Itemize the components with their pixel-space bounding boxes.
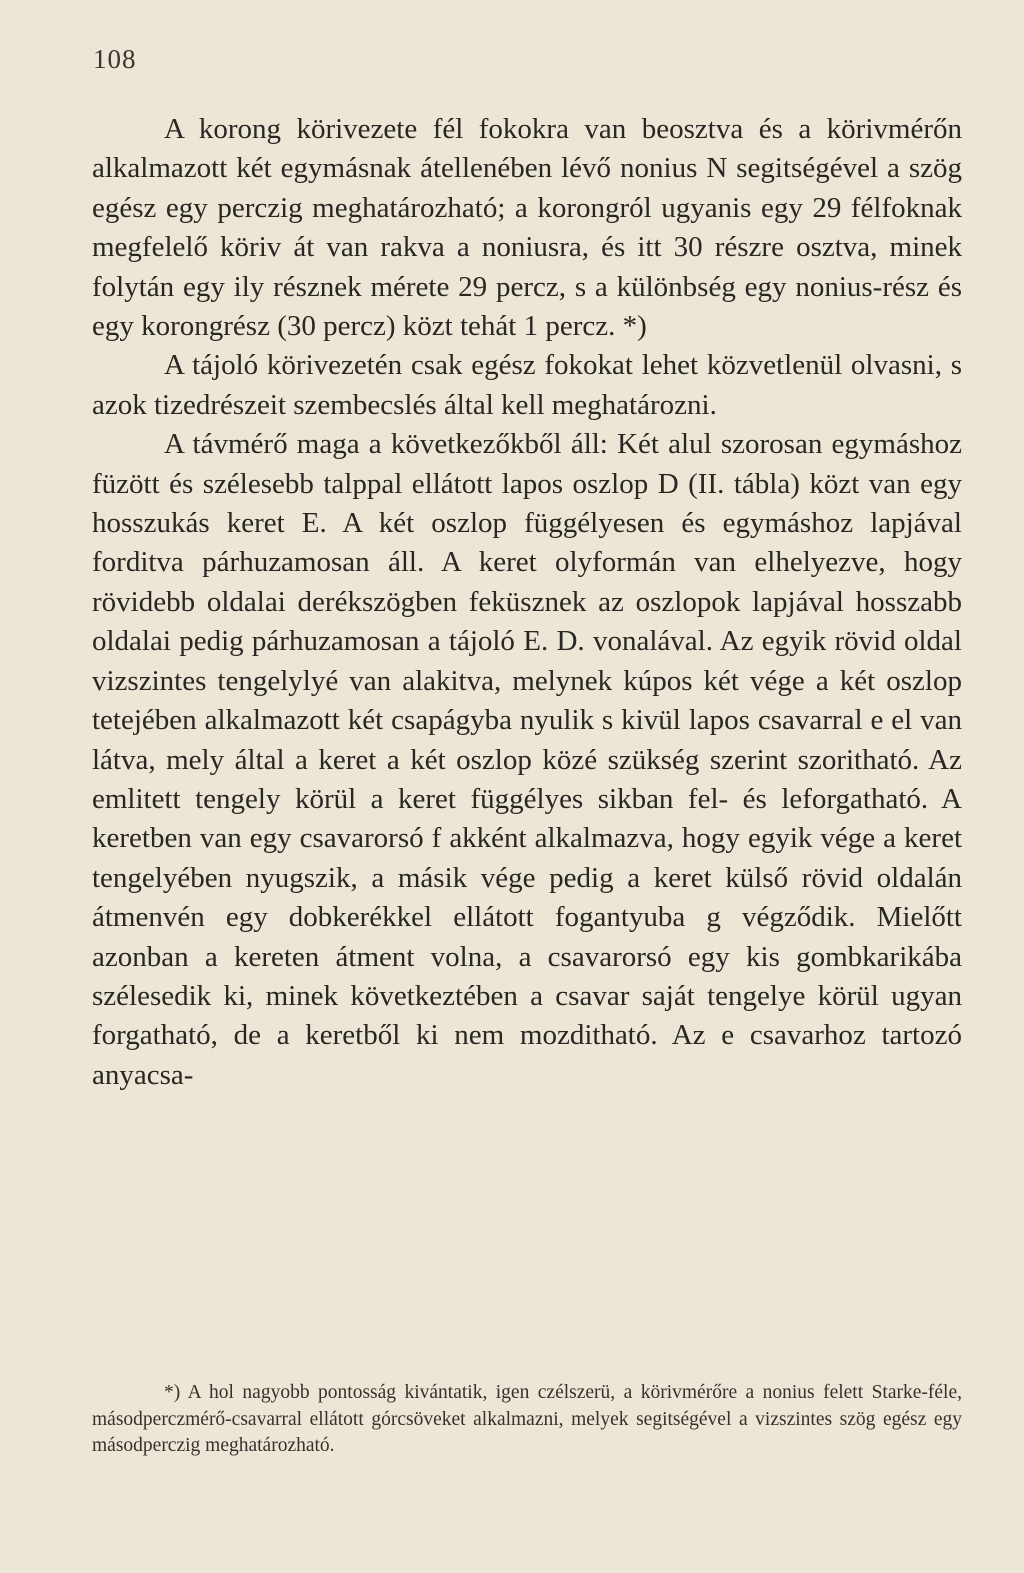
footnote bbox=[92, 1380, 962, 1460]
footnote-text: *) A hol nagyobb pontosság kivántatik, igen czélszerü, a körivmérőre a nonius felett Starke-féle, másodperczmérő-csavarral ellátott górcsöveket alkalmazni, melyek segitségével a vizszintes szög egész egy másodperczig meghatározható. bbox=[92, 1382, 962, 1456]
paragraph-korong-korivezete: A korong körivezete fél fokokra van beosztva és a körivmérőn alkalmazott két egymásnak átellenében lévő nonius N segitségével a szög egész egy perczig meghatározható; a korongról ugyanis egy 29 félfoknak megfelelő köriv át van rakva a noniusra, és itt 30 részre osztva, minek folytán egy ily résznek mérete 29 percz, s a különbség egy nonius-rész és egy korongrész (30 percz) közt tehát 1 percz. *) bbox=[92, 113, 962, 343]
paragraph-tavmero-leirasa: A távmérő maga a következőkből áll: Két alul szorosan egymáshoz füzött és szélesebb talppal ellátott lapos oszlop D (II. tábla) közt van egy hosszukás keret E. A két oszlop függélyesen és egymáshoz lapjával forditva párhuzamosan áll. A keret olyformán van elhelyezve, hogy rövidebb oldalai derékszögben feküsznek az oszlopok lapjával hosszabb oldalai pedig párhuzamosan a tájoló E. D. vonalával. Az egyik rövid oldal vizszintes tengelylyé van alakitva, melynek kúpos két vége a két oszlop tetejében alkalmazott két csapágyba nyulik s kivül lapos csavarral e el van látva, mely által a keret a két oszlop közé szükség szerint szoritható. Az emlitett tengely körül a keret függélyes sikban fel- és leforgatható. A keretben van egy csavarorsó f akként alkalmazva, hogy egyik vége a keret tengelyében nyugszik, a másik vége pedig a keret külső rövid oldalán átmenvén egy dobkerékkel ellátott fogantyuba g végződik. Mielőtt azonban a kereten átment volna, a csavarorsó egy kis gombkarikába szélesedik ki, minek következtében a csavar saját tengelye körül ugyan forgatható, de a keretből ki nem mozditható. Az e csavarhoz tartozó anyacsa- bbox=[92, 428, 962, 1091]
paragraph-tajolo-korivezete: A tájoló körivezetén csak egész fokokat lehet közvetlenül olvasni, s azok tizedrészeit szembecslés által kell meghatározni. bbox=[92, 349, 962, 421]
page-number: 108 bbox=[93, 44, 137, 74]
body-text bbox=[92, 110, 962, 1095]
